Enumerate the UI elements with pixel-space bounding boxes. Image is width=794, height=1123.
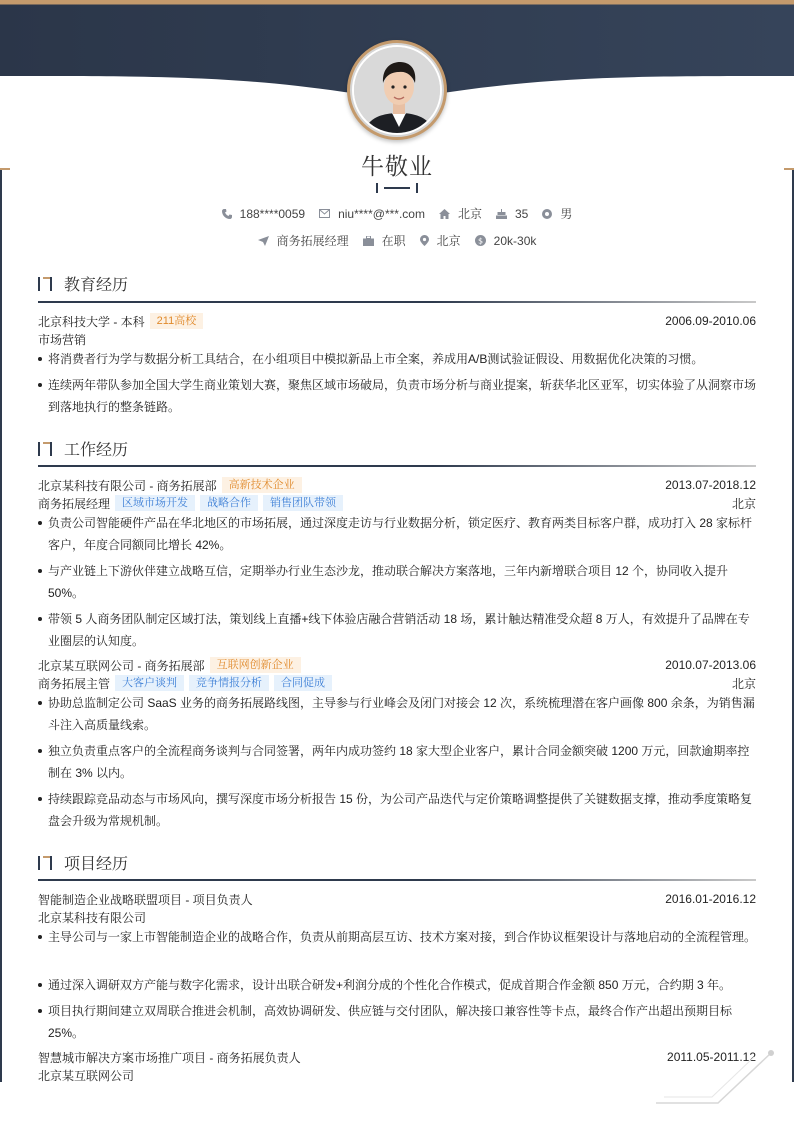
list-item: 独立负责重点客户的全流程商务谈判与合同签署，两年内成功签约 18 家大型企业客户，累计合同金额突破 1200 万元，回款逾期率控制在 3% 以内。 xyxy=(38,740,758,784)
education-period: 2006.09-2010.06 xyxy=(665,314,756,328)
briefcase-icon xyxy=(363,236,374,246)
gender-icon xyxy=(542,209,552,219)
job-target-text: 商务拓展经理 xyxy=(276,234,349,248)
salary-text: 20k-30k xyxy=(493,233,537,248)
gender-item xyxy=(542,205,572,222)
name-divider xyxy=(376,183,418,193)
salary-item xyxy=(475,234,537,248)
status-text: 在职 xyxy=(381,234,406,248)
age-item xyxy=(496,207,528,221)
contact-info-row xyxy=(0,205,794,222)
skill-tag: 合同促成 xyxy=(274,675,332,691)
location-item xyxy=(439,205,482,222)
job-city: 北京 xyxy=(731,676,756,691)
list-item: 协助总监制定公司 SaaS 业务的商务拓展路线图，主导参与行业峰会及闭门对接会 12 次，系统梳理潜在客户画像 800 余条，为销售漏斗注入高质量线索。 xyxy=(38,692,758,736)
list-item: 将消费者行为学与数据分析工具结合，在小组项目中模拟新品上市全案，养成用A/B测试验证假设、用数据优化决策的习惯。 xyxy=(38,348,758,370)
skill-tag: 竞争情报分析 xyxy=(189,675,269,691)
skill-tag: 区域市场开发 xyxy=(115,495,195,511)
pin-icon xyxy=(420,235,429,246)
mail-icon xyxy=(319,209,330,218)
phone-item xyxy=(222,207,305,221)
list-item: 持续跟踪竞品动态与市场风向，撰写深度市场分析报告 15 份，为公司产品迭代与定价策略调整提供了关键数据支撑，推动季度策略复盘会升级为常规机制。 xyxy=(38,788,758,832)
company-name: 北京某互联网公司 - 商务拓展部 xyxy=(38,658,205,673)
project-period: 2016.01-2016.12 xyxy=(665,892,756,906)
project-company: 北京某科技有限公司 xyxy=(38,910,147,925)
list-item: 项目执行期间建立双周联合推进会机制，高效协调研发、供应链与交付团队，解决接口兼容性等卡点，最终合作产出超出预期目标 25%。 xyxy=(38,1000,758,1044)
section-bracket-icon xyxy=(38,442,56,456)
job-target-item xyxy=(258,232,349,249)
age-text: 35 xyxy=(514,206,529,221)
project-company: 北京某互联网公司 xyxy=(38,1068,135,1083)
section-divider xyxy=(38,879,756,881)
project-period: 2011.05-2011.12 xyxy=(667,1050,756,1064)
send-icon xyxy=(258,236,269,246)
school-tag: 211高校 xyxy=(150,313,204,329)
section-divider xyxy=(38,465,756,467)
work-section-title xyxy=(38,437,128,460)
city-text: 北京 xyxy=(436,234,461,248)
left-border xyxy=(0,170,2,1123)
section-bracket-icon xyxy=(38,856,56,870)
list-item: 主导公司与一家上市智能制造企业的战略合作，负责从前期高层互访、技术方案对接，到合作协议框架设计与落地启动的全流程管理。 xyxy=(38,926,758,948)
city-item xyxy=(420,232,461,249)
list-item: 连续两年带队参加全国大学生商业策划大赛，聚焦区域市场破局，负责市场分析与商业提案，斩获华北区亚军，切实体验了从洞察市场到落地执行的整条链路。 xyxy=(38,374,758,418)
section-divider xyxy=(38,301,756,303)
job-role-row xyxy=(38,674,756,692)
education-major-row xyxy=(38,330,756,348)
skill-tag: 战略合作 xyxy=(200,495,258,511)
job-info-row xyxy=(0,232,794,249)
education-header xyxy=(38,312,756,330)
projects-title-text: 项目经历 xyxy=(64,856,129,873)
portrait-image xyxy=(354,47,442,135)
candidate-name: 牛敬业 xyxy=(361,153,433,179)
list-item: 带领 5 人商务团队制定区域打法，策划线上直播+线下体验店融合营销活动 18 场，累计触达精准受众超 8 万人，有效提升了品牌在专业圈层的认知度。 xyxy=(38,608,758,652)
project-header xyxy=(38,890,756,908)
job-role: 商务拓展主管 xyxy=(38,676,111,691)
job-period: 2013.07-2018.12 xyxy=(665,478,756,492)
corner-decoration xyxy=(656,1045,776,1105)
email-item xyxy=(319,207,425,221)
project-name: 智能制造企业战略联盟项目 - 项目负责人 xyxy=(38,892,253,907)
section-bracket-icon xyxy=(38,277,56,291)
skill-tag: 销售团队带领 xyxy=(263,495,343,511)
education-section-title xyxy=(38,272,128,295)
major-text: 市场营销 xyxy=(38,332,87,347)
education-title-text: 教育经历 xyxy=(64,277,129,294)
list-item: 通过深入调研双方产能与数字化需求，设计出联合研发+利润分成的个性化合作模式，促成首期合作金额 850 万元，合约期 3 年。 xyxy=(38,974,758,996)
job-period: 2010.07-2013.06 xyxy=(665,658,756,672)
job-city: 北京 xyxy=(731,496,756,511)
home-icon xyxy=(439,209,450,219)
school-name: 北京科技大学 - 本科 xyxy=(38,314,145,329)
phone-text: 188****0059 xyxy=(239,206,306,221)
project-company-row xyxy=(38,908,756,926)
avatar xyxy=(347,40,447,140)
status-item xyxy=(363,232,406,249)
job-header xyxy=(38,656,756,674)
work-title-text: 工作经历 xyxy=(64,442,129,459)
job-role-row xyxy=(38,494,756,512)
company-name: 北京某科技有限公司 - 商务拓展部 xyxy=(38,478,217,493)
email-text: niu****@***.com xyxy=(338,206,425,221)
job-role: 商务拓展经理 xyxy=(38,496,111,511)
project-name: 智慧城市解决方案市场推广项目 - 商务拓展负责人 xyxy=(38,1050,301,1065)
job-header xyxy=(38,476,756,494)
cake-icon xyxy=(496,209,507,219)
gender-text: 男 xyxy=(560,207,573,221)
skill-tag: 大客户谈判 xyxy=(115,675,184,691)
list-item: 与产业链上下游伙伴建立战略互信，定期举办行业生态沙龙，推动联合解决方案落地，三年内新增联合项目 12 个，协同收入提升 50%。 xyxy=(38,560,758,604)
location-text: 北京 xyxy=(457,207,482,221)
money-icon xyxy=(475,235,486,246)
projects-section-title xyxy=(38,851,128,874)
company-tag: 高新技术企业 xyxy=(222,477,302,493)
list-item: 负责公司智能硬件产品在华北地区的市场拓展，通过深度走访与行业数据分析，锁定医疗、教育两类目标客户群，成功打入 28 家标杆客户，年度合同额同比增长 42%。 xyxy=(38,512,758,556)
project-header xyxy=(38,1048,756,1066)
svg-text:$: $ xyxy=(477,236,483,246)
company-tag: 互联网创新企业 xyxy=(210,657,301,673)
phone-icon xyxy=(222,209,232,219)
